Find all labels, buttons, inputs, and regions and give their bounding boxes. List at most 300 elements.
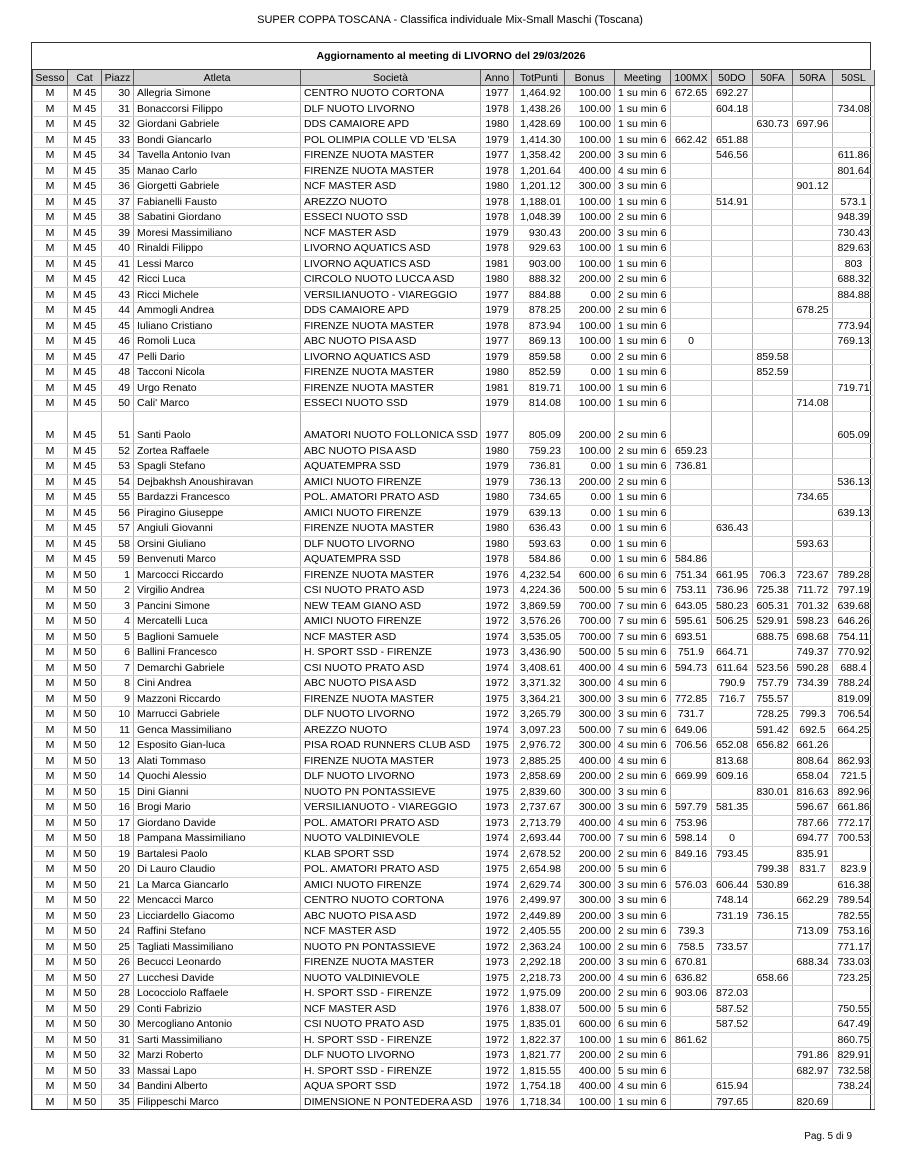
cell-athlete: Licciardello Giacomo <box>134 908 301 924</box>
cell-athlete: Piragino Giuseppe <box>134 505 301 521</box>
cell-birth-year: 1979 <box>481 459 514 475</box>
cell-category: M 45 <box>68 443 102 459</box>
cell-50sl: 797.19 <box>833 583 875 599</box>
cell-100mx <box>671 148 712 164</box>
cell-50sl: 706.54 <box>833 707 875 723</box>
cell-meeting: 3 su min 6 <box>615 225 671 241</box>
cell-50fa <box>753 1048 793 1064</box>
table-row <box>33 536 875 552</box>
cell-club: H. SPORT SSD - FIRENZE <box>301 1032 481 1048</box>
table-row <box>33 194 875 210</box>
cell-bonus: 200.00 <box>565 474 615 490</box>
cell-50do <box>712 210 753 226</box>
cell-100mx <box>671 490 712 506</box>
cell-athlete: Manao Carlo <box>134 163 301 179</box>
cell-50sl: 646.26 <box>833 614 875 630</box>
cell-50fa <box>753 552 793 568</box>
cell-category: M 50 <box>68 986 102 1002</box>
cell-50fa <box>753 101 793 117</box>
cell-bonus: 0.00 <box>565 287 615 303</box>
cell-50sl: 639.13 <box>833 505 875 521</box>
table-row <box>33 1079 875 1095</box>
cell-meeting: 7 su min 6 <box>615 598 671 614</box>
column-header-societa[interactable]: Società <box>301 70 481 86</box>
cell-50fa: 591.42 <box>753 722 793 738</box>
cell-birth-year: 1979 <box>481 349 514 365</box>
cell-100mx <box>671 862 712 878</box>
cell-placement: 50 <box>102 396 134 412</box>
cell-birth-year: 1973 <box>481 800 514 816</box>
column-header-atleta[interactable]: Atleta <box>134 70 301 86</box>
cell-50ra <box>793 1079 833 1095</box>
cell-50ra <box>793 241 833 257</box>
cell-50fa: 736.15 <box>753 908 793 924</box>
cell-athlete: Bandini Alberto <box>134 1079 301 1095</box>
cell-club: DDS CAMAIORE APD <box>301 303 481 319</box>
cell-100mx <box>671 893 712 909</box>
table-row <box>33 707 875 723</box>
cell-meeting: 1 su min 6 <box>615 101 671 117</box>
table-row <box>33 645 875 661</box>
cell-50sl <box>833 303 875 319</box>
cell-birth-year: 1972 <box>481 939 514 955</box>
cell-100mx: 636.82 <box>671 970 712 986</box>
cell-athlete: Giordani Gabriele <box>134 117 301 133</box>
cell-club: DIMENSIONE N PONTEDERA ASD <box>301 1094 481 1110</box>
table-row <box>33 660 875 676</box>
column-header-meeting[interactable]: Meeting <box>615 70 671 86</box>
cell-50do <box>712 815 753 831</box>
cell-placement: 59 <box>102 552 134 568</box>
cell-bonus: 100.00 <box>565 241 615 257</box>
cell-total-points: 2,858.69 <box>514 769 565 785</box>
cell-club: DLF NUOTO LIVORNO <box>301 536 481 552</box>
cell-100mx <box>671 241 712 257</box>
cell-club: AMICI NUOTO FIRENZE <box>301 614 481 630</box>
cell-50do: 652.08 <box>712 738 753 754</box>
cell-50do <box>712 955 753 971</box>
cell-birth-year: 1978 <box>481 318 514 334</box>
cell-100mx <box>671 411 712 443</box>
cell-birth-year: 1973 <box>481 753 514 769</box>
cell-meeting: 1 su min 6 <box>615 380 671 396</box>
cell-sesso: M <box>33 862 68 878</box>
cell-50do <box>712 117 753 133</box>
cell-club: LIVORNO AQUATICS ASD <box>301 241 481 257</box>
cell-category: M 50 <box>68 939 102 955</box>
cell-athlete: Baglioni Samuele <box>134 629 301 645</box>
table-row <box>33 179 875 195</box>
cell-50do <box>712 380 753 396</box>
cell-birth-year: 1974 <box>481 629 514 645</box>
cell-100mx <box>671 474 712 490</box>
cell-50fa <box>753 955 793 971</box>
cell-birth-year: 1980 <box>481 117 514 133</box>
column-header-50sl[interactable]: 50SL <box>833 70 875 86</box>
cell-50ra: 714.08 <box>793 396 833 412</box>
cell-meeting: 2 su min 6 <box>615 303 671 319</box>
cell-100mx: 758.5 <box>671 939 712 955</box>
cell-placement: 10 <box>102 707 134 723</box>
cell-sesso: M <box>33 443 68 459</box>
cell-sesso: M <box>33 210 68 226</box>
cell-50sl <box>833 132 875 148</box>
cell-50do <box>712 396 753 412</box>
column-header-bonus[interactable]: Bonus <box>565 70 615 86</box>
cell-50do: 733.57 <box>712 939 753 955</box>
cell-category: M 50 <box>68 862 102 878</box>
cell-bonus: 200.00 <box>565 769 615 785</box>
cell-50do <box>712 1048 753 1064</box>
cell-athlete: Pampana Massimiliano <box>134 831 301 847</box>
table-row <box>33 862 875 878</box>
cell-placement: 37 <box>102 194 134 210</box>
cell-meeting: 3 su min 6 <box>615 148 671 164</box>
cell-placement: 33 <box>102 1063 134 1079</box>
cell-category: M 45 <box>68 132 102 148</box>
cell-placement: 46 <box>102 334 134 350</box>
cell-sesso: M <box>33 86 68 102</box>
cell-sesso: M <box>33 132 68 148</box>
table-row <box>33 225 875 241</box>
cell-sesso: M <box>33 1079 68 1095</box>
cell-100mx: 772.85 <box>671 691 712 707</box>
cell-50do <box>712 1032 753 1048</box>
cell-athlete: Ricci Luca <box>134 272 301 288</box>
cell-club: AQUA SPORT SSD <box>301 1079 481 1095</box>
cell-50ra <box>793 380 833 396</box>
cell-meeting: 2 su min 6 <box>615 349 671 365</box>
cell-50sl <box>833 552 875 568</box>
cell-birth-year: 1972 <box>481 1063 514 1079</box>
cell-sesso: M <box>33 924 68 940</box>
cell-50sl: 771.17 <box>833 939 875 955</box>
cell-100mx <box>671 1079 712 1095</box>
cell-50do: 664.71 <box>712 645 753 661</box>
cell-50sl: 948.39 <box>833 210 875 226</box>
cell-50do: 506.25 <box>712 614 753 630</box>
cell-category: M 50 <box>68 614 102 630</box>
table-row <box>33 380 875 396</box>
cell-category: M 45 <box>68 505 102 521</box>
cell-bonus: 400.00 <box>565 1063 615 1079</box>
table-row <box>33 877 875 893</box>
cell-50ra: 820.69 <box>793 1094 833 1110</box>
cell-athlete: Romoli Luca <box>134 334 301 350</box>
cell-birth-year: 1976 <box>481 893 514 909</box>
cell-50do: 611.64 <box>712 660 753 676</box>
cell-club: DLF NUOTO LIVORNO <box>301 101 481 117</box>
table-row <box>33 101 875 117</box>
cell-category: M 50 <box>68 1079 102 1095</box>
column-header-totpunti[interactable]: TotPunti <box>514 70 565 86</box>
cell-placement: 5 <box>102 629 134 645</box>
cell-50ra: 734.65 <box>793 490 833 506</box>
cell-meeting: 7 su min 6 <box>615 614 671 630</box>
column-header-50fa[interactable]: 50FA <box>753 70 793 86</box>
cell-50do <box>712 707 753 723</box>
cell-birth-year: 1980 <box>481 443 514 459</box>
cell-50do: 872.03 <box>712 986 753 1002</box>
cell-50ra <box>793 459 833 475</box>
cell-50do <box>712 924 753 940</box>
cell-placement: 57 <box>102 521 134 537</box>
cell-athlete: Brogi Mario <box>134 800 301 816</box>
cell-50sl: 573.1 <box>833 194 875 210</box>
cell-50ra: 662.29 <box>793 893 833 909</box>
column-header-piazz[interactable]: Piazz <box>102 70 134 86</box>
cell-100mx <box>671 101 712 117</box>
cell-50do <box>712 459 753 475</box>
cell-50ra <box>793 1032 833 1048</box>
cell-category: M 50 <box>68 877 102 893</box>
table-row <box>33 691 875 707</box>
cell-50do <box>712 722 753 738</box>
cell-100mx: 669.99 <box>671 769 712 785</box>
cell-bonus: 600.00 <box>565 1017 615 1033</box>
cell-sesso: M <box>33 614 68 630</box>
cell-placement: 22 <box>102 893 134 909</box>
cell-meeting: 2 su min 6 <box>615 939 671 955</box>
cell-sesso: M <box>33 970 68 986</box>
cell-50sl: 688.4 <box>833 660 875 676</box>
cell-bonus: 200.00 <box>565 924 615 940</box>
table-row <box>33 117 875 133</box>
cell-placement: 9 <box>102 691 134 707</box>
cell-club: AQUATEMPRA SSD <box>301 459 481 475</box>
cell-50sl: 664.25 <box>833 722 875 738</box>
cell-50ra: 816.63 <box>793 784 833 800</box>
cell-athlete: Pancini Simone <box>134 598 301 614</box>
cell-50fa <box>753 893 793 909</box>
cell-athlete: Mercogliano Antonio <box>134 1017 301 1033</box>
cell-meeting: 3 su min 6 <box>615 877 671 893</box>
cell-100mx: 659.23 <box>671 443 712 459</box>
cell-bonus: 400.00 <box>565 163 615 179</box>
cell-total-points: 3,576.26 <box>514 614 565 630</box>
column-header-100mx[interactable]: 100MX <box>671 70 712 86</box>
table-row <box>33 924 875 940</box>
cell-placement: 21 <box>102 877 134 893</box>
cell-birth-year: 1972 <box>481 676 514 692</box>
cell-club: AQUATEMPRA SSD <box>301 552 481 568</box>
cell-placement: 6 <box>102 645 134 661</box>
cell-club: FIRENZE NUOTA MASTER <box>301 163 481 179</box>
cell-meeting: 4 su min 6 <box>615 163 671 179</box>
table-row <box>33 1048 875 1064</box>
cell-birth-year: 1979 <box>481 505 514 521</box>
cell-meeting: 1 su min 6 <box>615 256 671 272</box>
cell-50fa <box>753 287 793 303</box>
table-row <box>33 629 875 645</box>
cell-meeting: 5 su min 6 <box>615 862 671 878</box>
cell-placement: 11 <box>102 722 134 738</box>
cell-athlete: Santi Paolo <box>134 411 301 443</box>
cell-50sl <box>833 846 875 862</box>
cell-50sl: 733.03 <box>833 955 875 971</box>
cell-50ra <box>793 365 833 381</box>
cell-50ra: 791.86 <box>793 1048 833 1064</box>
cell-50ra: 692.5 <box>793 722 833 738</box>
table-row <box>33 132 875 148</box>
cell-50ra <box>793 691 833 707</box>
cell-50fa: 688.75 <box>753 629 793 645</box>
cell-100mx <box>671 287 712 303</box>
cell-50fa <box>753 272 793 288</box>
cell-category: M 50 <box>68 784 102 800</box>
cell-100mx: 706.56 <box>671 738 712 754</box>
cell-meeting: 1 su min 6 <box>615 365 671 381</box>
cell-bonus: 100.00 <box>565 101 615 117</box>
cell-bonus: 0.00 <box>565 490 615 506</box>
cell-meeting: 1 su min 6 <box>615 241 671 257</box>
cell-birth-year: 1980 <box>481 490 514 506</box>
cell-50fa <box>753 380 793 396</box>
cell-50do: 609.16 <box>712 769 753 785</box>
cell-bonus: 0.00 <box>565 505 615 521</box>
cell-category: M 45 <box>68 163 102 179</box>
cell-total-points: 2,678.52 <box>514 846 565 862</box>
cell-birth-year: 1975 <box>481 1017 514 1033</box>
cell-50ra: 701.32 <box>793 598 833 614</box>
cell-placement: 13 <box>102 753 134 769</box>
table-row <box>33 676 875 692</box>
cell-category: M 45 <box>68 86 102 102</box>
cell-placement: 17 <box>102 815 134 831</box>
cell-club: ABC NUOTO PISA ASD <box>301 908 481 924</box>
cell-meeting: 7 su min 6 <box>615 722 671 738</box>
cell-bonus: 0.00 <box>565 459 615 475</box>
column-header-anno[interactable]: Anno <box>481 70 514 86</box>
cell-50sl <box>833 986 875 1002</box>
column-header-50do[interactable]: 50DO <box>712 70 753 86</box>
cell-50do <box>712 349 753 365</box>
cell-club: H. SPORT SSD - FIRENZE <box>301 1063 481 1079</box>
cell-100mx <box>671 380 712 396</box>
cell-athlete: Allegria Simone <box>134 86 301 102</box>
cell-total-points: 4,224.36 <box>514 583 565 599</box>
cell-club: KLAB SPORT SSD <box>301 846 481 862</box>
cell-athlete: Conti Fabrizio <box>134 1001 301 1017</box>
cell-total-points: 2,654.98 <box>514 862 565 878</box>
table-row <box>33 583 875 599</box>
cell-50sl <box>833 1094 875 1110</box>
table-row <box>33 1017 875 1033</box>
cell-athlete: Fabianelli Fausto <box>134 194 301 210</box>
cell-bonus: 100.00 <box>565 117 615 133</box>
cell-category: M 45 <box>68 101 102 117</box>
cell-50sl: 730.43 <box>833 225 875 241</box>
cell-50ra: 713.09 <box>793 924 833 940</box>
cell-total-points: 1,201.12 <box>514 179 565 195</box>
cell-meeting: 1 su min 6 <box>615 117 671 133</box>
cell-50do <box>712 256 753 272</box>
cell-100mx <box>671 396 712 412</box>
column-header-sesso[interactable]: Sesso <box>33 70 68 86</box>
cell-placement: 52 <box>102 443 134 459</box>
cell-total-points: 593.63 <box>514 536 565 552</box>
cell-total-points: 1,835.01 <box>514 1017 565 1033</box>
column-header-cat[interactable]: Cat <box>68 70 102 86</box>
cell-club: NUOTO VALDINIEVOLE <box>301 831 481 847</box>
cell-50ra <box>793 877 833 893</box>
cell-total-points: 584.86 <box>514 552 565 568</box>
cell-total-points: 2,885.25 <box>514 753 565 769</box>
cell-category: M 50 <box>68 846 102 862</box>
cell-meeting: 2 su min 6 <box>615 846 671 862</box>
cell-50ra: 593.63 <box>793 536 833 552</box>
table-row <box>33 567 875 583</box>
cell-birth-year: 1972 <box>481 1032 514 1048</box>
cell-birth-year: 1972 <box>481 924 514 940</box>
table-row <box>33 287 875 303</box>
cell-total-points: 1,201.64 <box>514 163 565 179</box>
cell-100mx <box>671 256 712 272</box>
table-row <box>33 800 875 816</box>
cell-50fa <box>753 86 793 102</box>
cell-club: POL OLIMPIA COLLE VD 'ELSA <box>301 132 481 148</box>
cell-total-points: 1,718.34 <box>514 1094 565 1110</box>
cell-50sl: 536.13 <box>833 474 875 490</box>
cell-total-points: 1,821.77 <box>514 1048 565 1064</box>
cell-total-points: 636.43 <box>514 521 565 537</box>
cell-bonus: 400.00 <box>565 815 615 831</box>
cell-sesso: M <box>33 1032 68 1048</box>
cell-category: M 50 <box>68 676 102 692</box>
cell-sesso: M <box>33 552 68 568</box>
cell-placement: 41 <box>102 256 134 272</box>
cell-sesso: M <box>33 660 68 676</box>
cell-bonus: 200.00 <box>565 303 615 319</box>
table-row <box>33 784 875 800</box>
cell-athlete: Rinaldi Filippo <box>134 241 301 257</box>
column-header-50ra[interactable]: 50RA <box>793 70 833 86</box>
cell-birth-year: 1980 <box>481 521 514 537</box>
table-row <box>33 970 875 986</box>
cell-club: ABC NUOTO PISA ASD <box>301 676 481 692</box>
cell-50do: 606.44 <box>712 877 753 893</box>
cell-total-points: 2,693.44 <box>514 831 565 847</box>
cell-50do <box>712 505 753 521</box>
cell-club: AREZZO NUOTO <box>301 722 481 738</box>
cell-100mx <box>671 194 712 210</box>
cell-50do <box>712 272 753 288</box>
cell-50fa <box>753 490 793 506</box>
cell-50ra <box>793 86 833 102</box>
cell-50sl: 770.92 <box>833 645 875 661</box>
cell-50sl: 688.32 <box>833 272 875 288</box>
cell-category: M 45 <box>68 396 102 412</box>
cell-club: PISA ROAD RUNNERS CLUB ASD <box>301 738 481 754</box>
cell-100mx: 594.73 <box>671 660 712 676</box>
cell-sesso: M <box>33 676 68 692</box>
cell-bonus: 0.00 <box>565 552 615 568</box>
cell-bonus: 700.00 <box>565 831 615 847</box>
cell-sesso: M <box>33 986 68 1002</box>
cell-total-points: 736.13 <box>514 474 565 490</box>
cell-placement: 35 <box>102 1094 134 1110</box>
cell-athlete: Marrucci Gabriele <box>134 707 301 723</box>
cell-50sl: 738.24 <box>833 1079 875 1095</box>
cell-total-points: 929.63 <box>514 241 565 257</box>
cell-category: M 45 <box>68 179 102 195</box>
cell-athlete: Pelli Dario <box>134 349 301 365</box>
cell-sesso: M <box>33 380 68 396</box>
cell-meeting: 1 su min 6 <box>615 536 671 552</box>
cell-placement: 35 <box>102 163 134 179</box>
cell-club: NCF MASTER ASD <box>301 225 481 241</box>
cell-total-points: 3,097.23 <box>514 722 565 738</box>
